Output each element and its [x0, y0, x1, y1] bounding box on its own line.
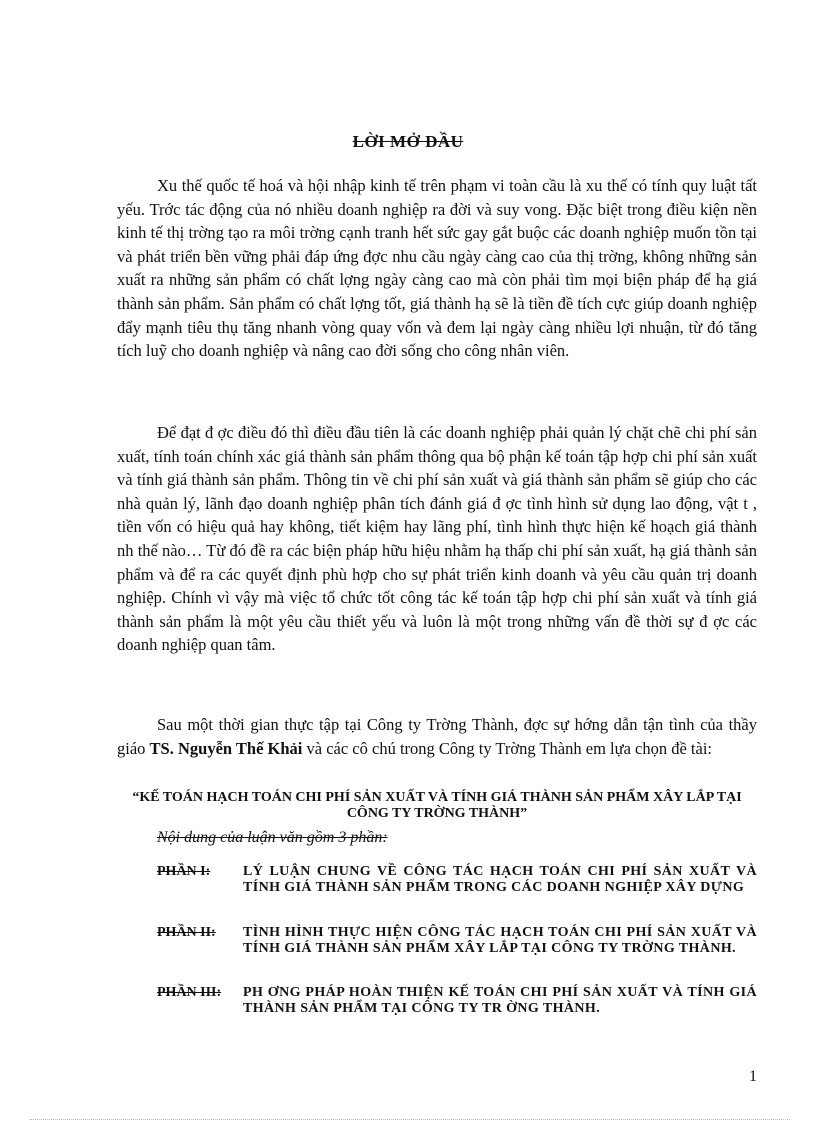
page-title: LỜI MỞ ĐẦU: [352, 132, 464, 151]
part-description: LÝ LUẬN CHUNG VỀ CÔNG TÁC HẠCH TOÁN CHI PHÍ SẢN XUẤT VÀ TÍNH GIÁ THÀNH SẢN PHẨM TRONG CÁC DOANH NGHIỆP XÂY DỰNG: [243, 864, 757, 895]
page-number: 1: [749, 1068, 757, 1085]
advisor-name: TS. Nguyễn Thế Khải: [149, 738, 303, 758]
part-label: PHẦN I:: [157, 864, 211, 879]
paragraph-text: Xu thế quốc tế hoá và hội nhập kinh tế trên phạm vi toàn cầu là xu thế có tính quy luật tất yếu. Trớc tác động của nó nhiều doanh nghiệp ra đời và suy vong. Đặc biệt trong điều kiện nền kinh tế thị trờng tạo ra môi trờng cạnh tranh hết sức gay gắt buộc các doanh nghiệp muốn tồn tại và phát triển bền vững phải đáp ứng đợc nhu cầu ngày càng cao của thị trờng, không những sản xuất ra những sản phẩm có chất lợng ngày càng cao mà còn phải tìm mọi biện pháp để hạ giá thành sản phẩm. Sản phẩm có chất lợng tốt, giá thành hạ sẽ là tiền đề tích cực giúp doanh nghiệp đẩy mạnh tiêu thụ tăng nhanh vòng quay vốn và đem lại ngày càng nhiều lợi nhuận, từ đó tăng tích luỹ cho doanh nghiệp và nâng cao đời sống cho công nhân viên.: [117, 176, 757, 361]
outline-heading: Nội dung của luận văn gồm 3 phần:: [157, 829, 388, 846]
thesis-topic: “KẾ TOÁN HẠCH TOÁN CHI PHÍ SẢN XUẤT VÀ TÍNH GIÁ THÀNH SẢN PHẨM XÂY LẮP TẠI CÔNG TY TRỜNG THÀNH”: [132, 790, 742, 821]
page-bottom-divider: [30, 1119, 790, 1120]
part-item: [157, 864, 757, 896]
part-item: [157, 985, 757, 1017]
part-label: PHẦN II:: [157, 925, 216, 940]
intro-paragraph-1: [117, 174, 757, 373]
paragraph-text: Để đạt đ ợc điều đó thì điều đầu tiên là các doanh nghiệp phải quản lý chặt chẽ chi phí sản xuất, tính toán chính xác giá thành sản phẩm thông qua bộ phận kế toán tập hợp chi phí sản xuất và tính giá thành sản phẩm. Thông tin về chi phí sản xuất và giá thành sản phẩm sẽ giúp cho các nhà quản lý, lãnh đạo doanh nghiệp phân tích đánh giá đ ợc tình hình sử dụng lao động, vật t , tiền vốn có hiệu quả hay không, tiết kiệm hay lãng phí, tình hình thực hiện kế hoạch giá thành nh thế nào… Từ đó đề ra các biện pháp hữu hiệu nhằm hạ thấp chi phí sản xuất, hạ giá thành sản phẩm và để ra các quyết định phù hợp cho sự phát triển kinh doanh và yêu cầu quản trị doanh nghiệp. Chính vì vậy mà việc tổ chức tốt công tác kế toán tập hợp chi phí sản xuất và tính giá thành sản phẩm là một yêu cầu thiết yếu và luôn là một trong những vấn đề thời sự đ ợc các doanh nghiệp quan tâm.: [117, 423, 757, 655]
intro-paragraph-3: [117, 713, 757, 770]
part-description: TÌNH HÌNH THỰC HIỆN CÔNG TÁC HẠCH TOÁN CHI PHÍ SẢN XUẤT VÀ TÍNH GIÁ THÀNH SẢN PHẨM XÂY LẮP TẠI CÔNG TY TRỜNG THÀNH.: [243, 925, 757, 956]
part-label: PHẦN III:: [157, 985, 222, 1000]
part-description: PH ƠNG PHÁP HOÀN THIỆN KẾ TOÁN CHI PHÍ SẢN XUẤT VÀ TÍNH GIÁ THÀNH SẢN PHẨM TẠI CÔNG TY TR ỜNG THÀNH.: [243, 985, 757, 1016]
paragraph-text-end: và các cô chú trong Công ty Trờng Thành em lựa chọn đề tài:: [302, 738, 712, 758]
part-item: [157, 925, 757, 957]
paragraph-text-start: Sau một thời gian thực tập tại Công ty Trờng Thành, đợc sự hớng dẫn tận tình của thầy giáo: [117, 715, 757, 758]
paragraph-text: [117, 713, 757, 760]
intro-paragraph-2: [117, 421, 757, 667]
